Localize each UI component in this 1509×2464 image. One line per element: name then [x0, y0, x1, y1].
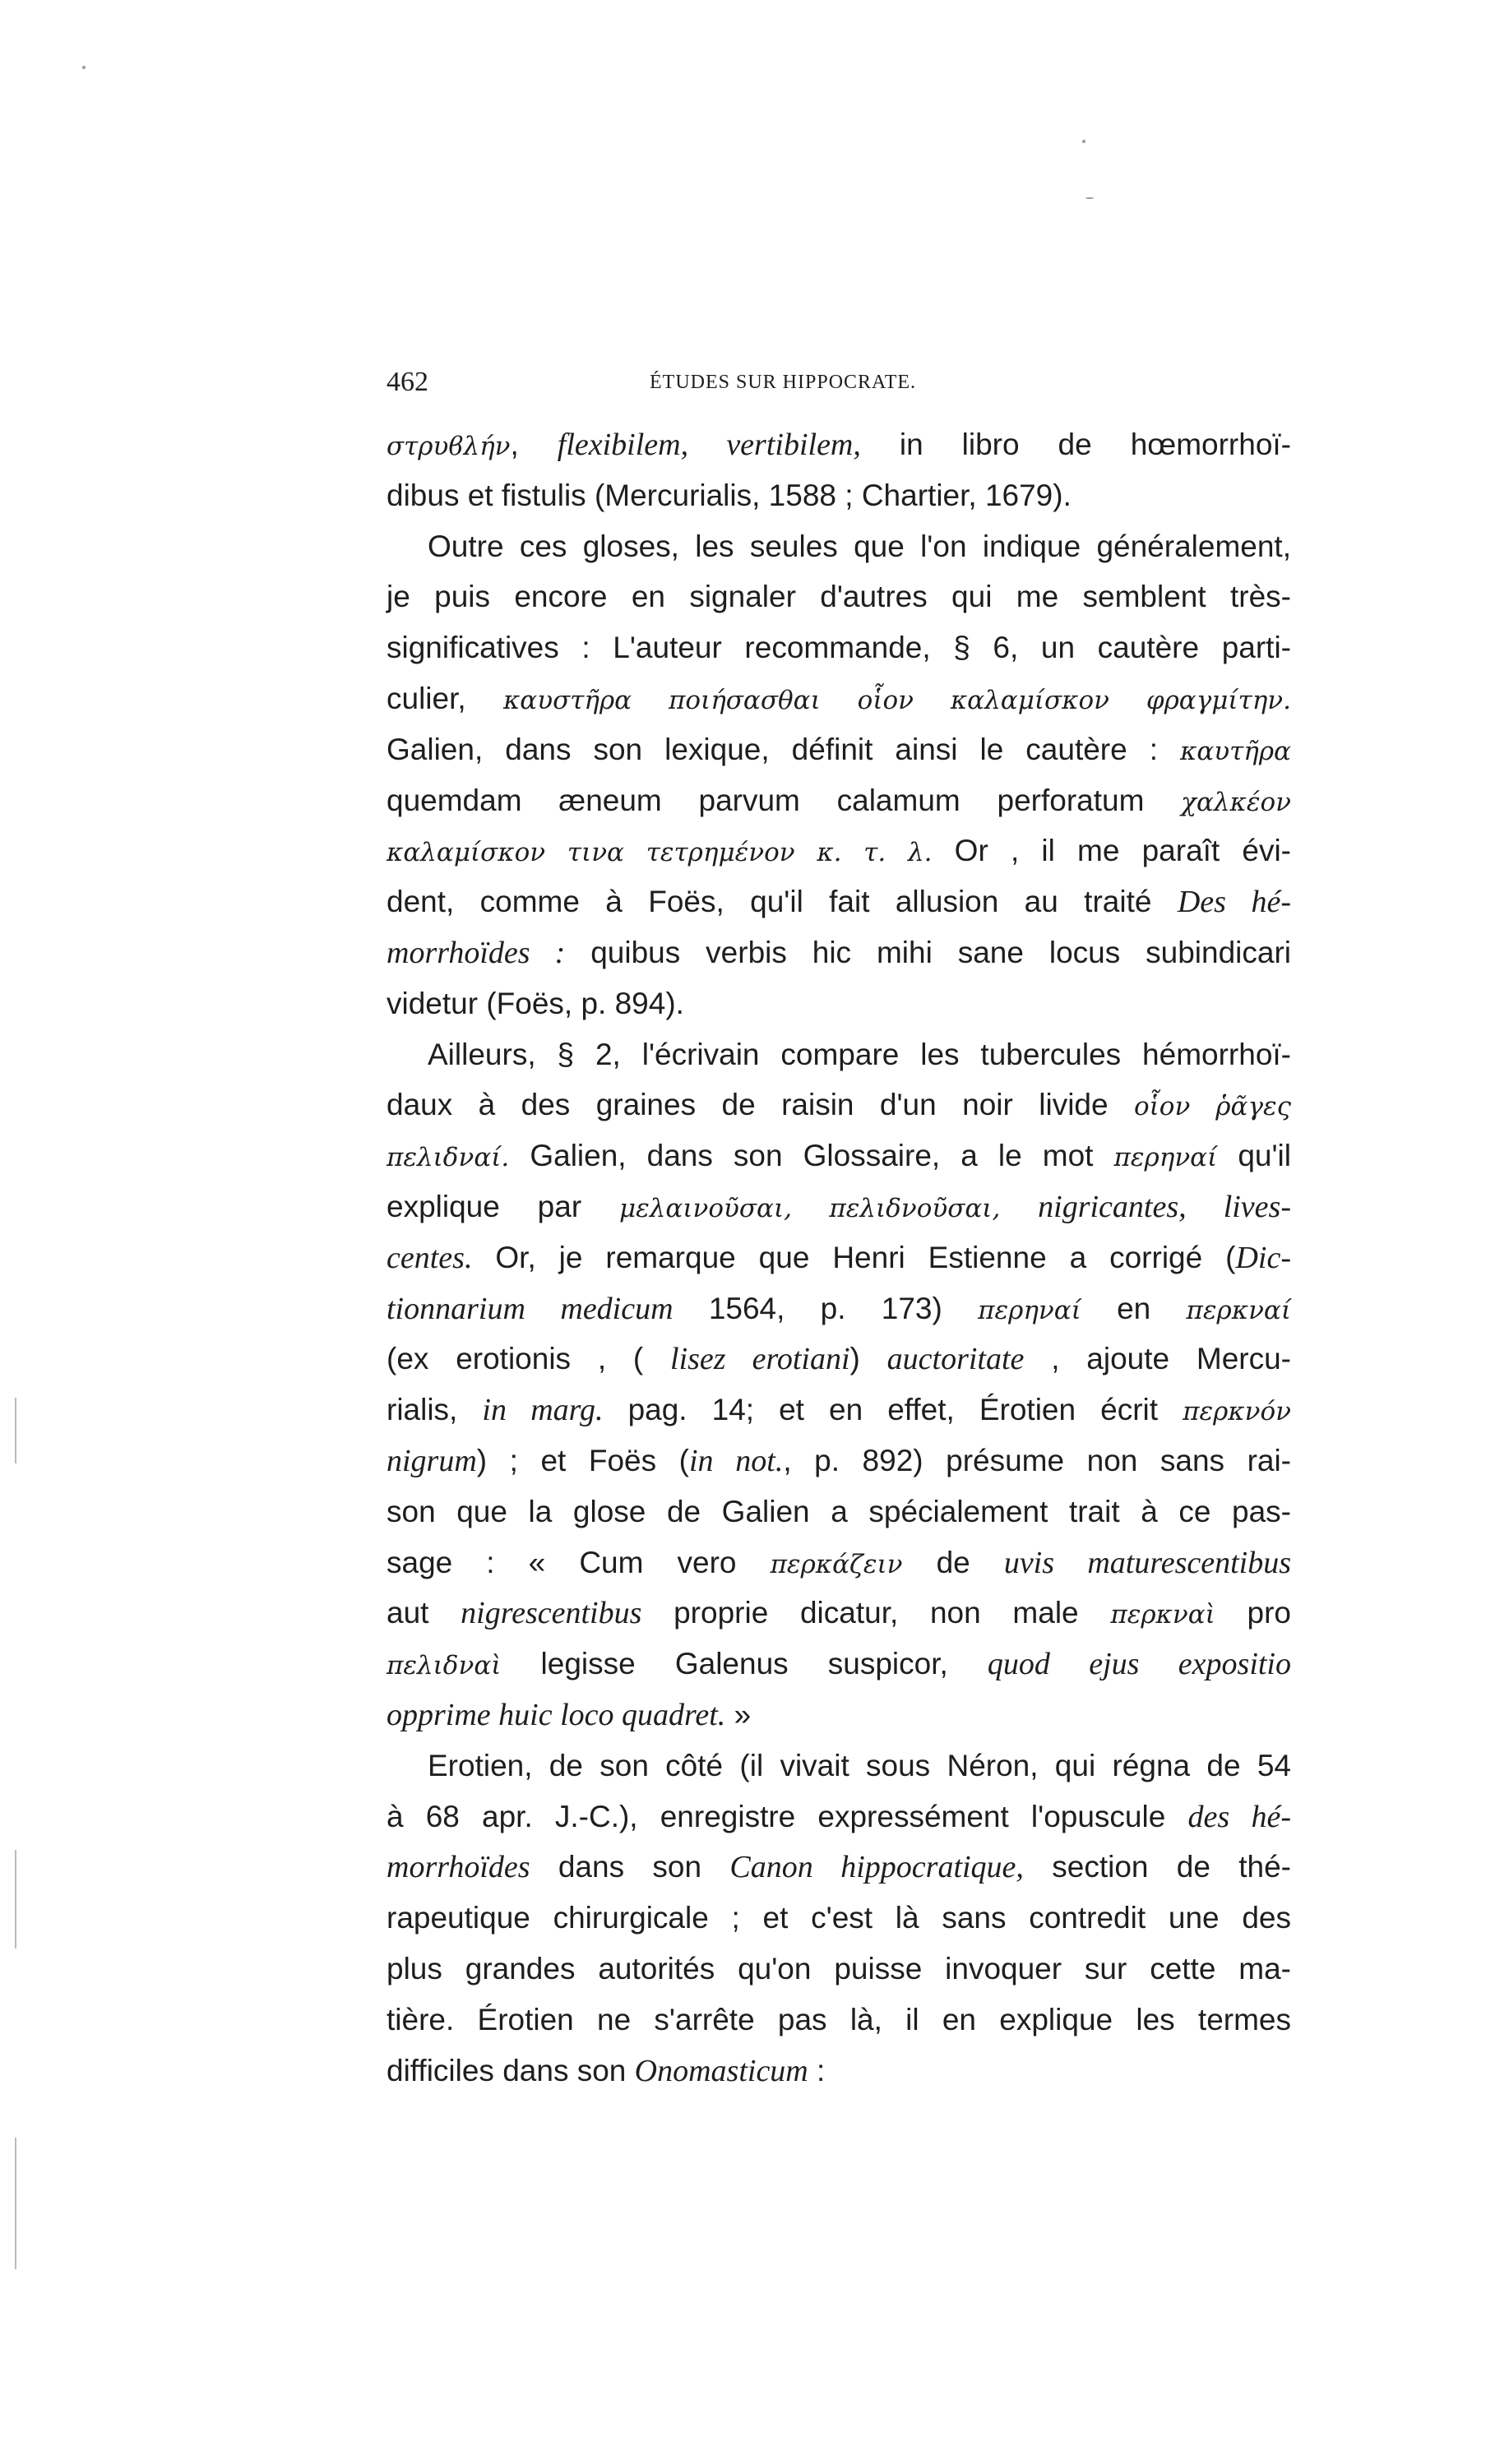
text-line [387, 1791, 1291, 1842]
italic-term: tionnarium medicum [387, 1291, 673, 1326]
scan-margin-line [15, 2138, 16, 2269]
text-run: dent, comme à Foës, qu'il fait allusion au traité [387, 885, 1178, 919]
text-run: : [808, 2053, 826, 2087]
text-line [387, 1435, 1291, 1486]
text-line [387, 775, 1291, 826]
italic-term: Dic- [1235, 1240, 1291, 1275]
scan-speck [1082, 140, 1085, 143]
greek-term: οἷον ῥᾶγες [1133, 1092, 1291, 1122]
greek-term: χαλκέον [1181, 787, 1291, 817]
text-run: pag. 14; et en effet, Érotien écrit [603, 1393, 1183, 1427]
text-line [387, 521, 1291, 572]
text-run: plus grandes autorités qu'on puisse invoquer sur cette ma- [387, 1951, 1291, 1986]
text-run: Or , il me paraît évi- [932, 834, 1291, 868]
text-line [387, 1842, 1291, 1893]
text-run: qu'il [1217, 1139, 1291, 1173]
text-run: , p. 892) présume non sans rai- [783, 1443, 1292, 1477]
italic-term: morrhoïdes [387, 1850, 530, 1885]
italic-term: quod ejus expositio [987, 1647, 1291, 1682]
text-line [387, 1334, 1291, 1385]
text-run: daux à des graines de raisin d'un noir livide [387, 1088, 1134, 1122]
text-line [387, 571, 1291, 622]
text-run: je puis encore en signaler d'autres qui me semblent très- [387, 580, 1291, 614]
italic-term: Des hé- [1177, 885, 1292, 920]
italic-term: in not. [688, 1443, 784, 1478]
text-run: en [1081, 1291, 1187, 1325]
greek-term: στρυϐλήν [387, 432, 511, 461]
text-run: Erotien, de son côté (il vivait sous Néron, qui régna de 54 [428, 1748, 1291, 1782]
greek-term: πελιδναί. [387, 1143, 510, 1173]
text-run: in libro de hœmorrhoï- [860, 428, 1292, 461]
text-line [387, 1130, 1291, 1181]
text-line [387, 419, 1291, 470]
text-run: proprie dicatur, non male [641, 1596, 1111, 1630]
text-run: difficiles dans son [387, 2053, 635, 2087]
text-line [387, 1995, 1291, 2046]
text-line [387, 470, 1291, 521]
text-line [387, 1537, 1291, 1588]
text-run: culier, [387, 681, 503, 715]
greek-term: περκνόν [1183, 1397, 1291, 1427]
scan-speck [1085, 197, 1094, 199]
text-run [1000, 1190, 1038, 1223]
text-run: Galien, dans son Glossaire, a le mot [509, 1139, 1114, 1173]
text-run: Galien, dans son lexique, définit ainsi le cautère : [387, 732, 1180, 766]
italic-term: auctoritate [886, 1342, 1025, 1377]
text-run: ) [849, 1342, 887, 1376]
italic-term: Onomasticum [634, 2053, 808, 2088]
greek-term: πελιδναὶ [387, 1651, 502, 1681]
greek-term: καυστῆρα ποιήσασθαι οἷον καλαμίσκον φραγμίτην. [502, 685, 1291, 715]
text-run: tière. Érotien ne s'arrête pas là, il en explique les termes [387, 2002, 1291, 2036]
italic-term: nigrum [387, 1443, 477, 1478]
text-line [387, 1944, 1291, 1995]
body-text [387, 419, 1291, 2096]
text-line [387, 1588, 1291, 1639]
scan-margin-line [15, 1850, 16, 1949]
text-line [387, 1079, 1291, 1130]
text-line [387, 724, 1291, 775]
text-run: à 68 apr. J.-C.), enregistre expressément l'opuscule [387, 1799, 1188, 1833]
text-line [387, 978, 1291, 1029]
text-line [387, 1283, 1291, 1334]
text-line [387, 1893, 1291, 1944]
text-run: quibus verbis hic mihi sane locus subindicari [565, 935, 1291, 969]
text-run: Or, je remarque que Henri Estienne a corrigé ( [472, 1240, 1236, 1274]
text-line [387, 622, 1291, 673]
greek-term: περηναί [978, 1295, 1081, 1325]
text-run: rapeutique chirurgicale ; et c'est là sans contredit une des [387, 1901, 1291, 1935]
text-run: , ajoute Mercu- [1024, 1342, 1291, 1376]
text-run: ) ; et Foës ( [476, 1443, 689, 1477]
text-run: son que la glose de Galien a spécialement trait à ce pas- [387, 1494, 1291, 1528]
text-line [387, 1639, 1291, 1690]
greek-term: περκάζειν [770, 1549, 903, 1579]
text-line [387, 1385, 1291, 1435]
italic-term: des hé- [1187, 1799, 1291, 1834]
text-run: pro [1215, 1596, 1292, 1630]
text-run: 1564, p. 173) [673, 1291, 979, 1325]
text-line [387, 1690, 1291, 1741]
text-run: , [510, 428, 558, 461]
text-run: quemdam æneum parvum calamum perforatum [387, 783, 1182, 817]
scan-speck [82, 66, 86, 69]
text-line [387, 1232, 1291, 1283]
italic-term: uvis maturescentibus [1003, 1545, 1291, 1580]
page-header [387, 362, 1291, 403]
italic-term: in marg. [482, 1393, 604, 1428]
italic-term: morrhoïdes : [387, 935, 566, 970]
text-run: Outre ces gloses, les seules que l'on indique généralement, [428, 529, 1291, 563]
greek-term: περκναί [1186, 1295, 1292, 1325]
italic-term: nigrescentibus [461, 1596, 642, 1631]
italic-term: nigricantes, lives- [1038, 1189, 1291, 1224]
text-line [387, 825, 1291, 876]
text-line [387, 2046, 1291, 2096]
text-run: sage : « Cum vero [387, 1545, 771, 1579]
text-run: » [725, 1697, 752, 1731]
running-title: ÉTUDES SUR HIPPOCRATE. [650, 372, 917, 393]
text-run: dibus et fistulis (Mercurialis, 1588 ; Chartier, 1679). [387, 478, 1072, 512]
greek-term: καυτῆρα [1180, 736, 1291, 766]
text-line [387, 1486, 1291, 1537]
italic-term: opprime huic loco quadret. [387, 1697, 726, 1732]
text-line [387, 673, 1291, 724]
greek-term: μελαινοῦσαι, πελιδνοῦσαι, [618, 1193, 1001, 1223]
text-line [387, 876, 1291, 927]
scan-margin-line [15, 1398, 16, 1463]
italic-term: lisez erotiani [670, 1342, 850, 1377]
text-run: legisse Galenus suspicor, [501, 1647, 988, 1681]
text-run: explique par [387, 1189, 619, 1223]
text-line [387, 1181, 1291, 1232]
page-number: 462 [387, 367, 428, 397]
greek-term: καλαμίσκον τινα τετρημένον κ. τ. λ. [387, 838, 933, 868]
text-run: de [902, 1545, 1004, 1579]
text-run: rialis, [387, 1393, 483, 1427]
greek-term: περκναὶ [1110, 1600, 1215, 1630]
text-run: (ex erotionis , ( [387, 1342, 671, 1376]
text-run: Ailleurs, § 2, l'écrivain compare les tubercules hémorrhoï- [428, 1037, 1291, 1071]
greek-term: περηναί [1113, 1143, 1218, 1173]
text-run: significatives : L'auteur recommande, § 6, un cautère parti- [387, 631, 1291, 665]
text-run: aut [387, 1596, 461, 1630]
italic-term: centes. [387, 1240, 473, 1275]
text-line [387, 927, 1291, 978]
italic-term: Canon hippocratique, [729, 1850, 1024, 1885]
text-run: dans son [530, 1850, 730, 1884]
text-run: videtur (Foës, p. 894). [387, 986, 684, 1020]
text-run: section de thé- [1023, 1850, 1292, 1884]
text-line [387, 1029, 1291, 1080]
text-line [387, 1741, 1291, 1791]
italic-term: flexibilem, vertibilem, [557, 428, 861, 462]
